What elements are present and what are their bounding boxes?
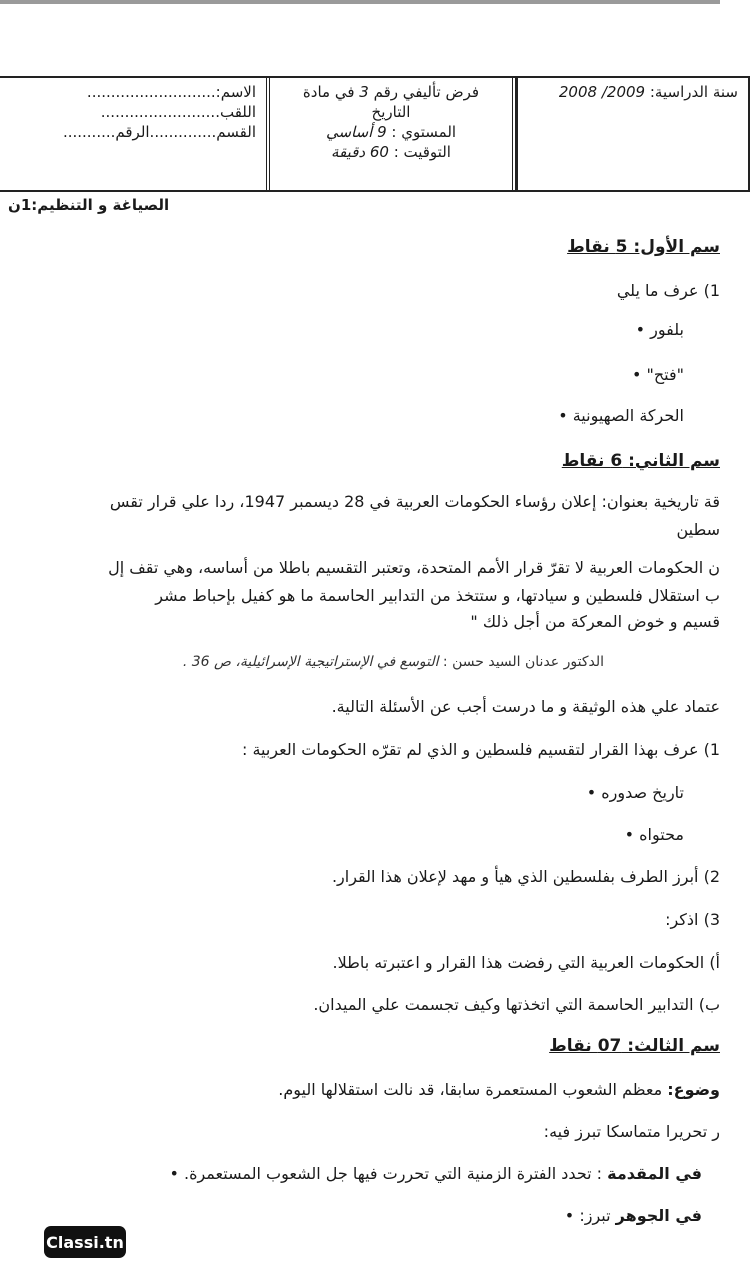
document-title-line1: قة تاريخية بعنوان: إعلان رؤساء الحكومات العربية في 28 ديسمبر 1947، ردا علي قرار تقس — [109, 492, 720, 511]
section2-q3-b: ب) التدابير الحاسمة التي اتخذتها وكيف تجسمت علي الميدان. — [313, 995, 720, 1014]
document-source — [183, 654, 604, 670]
test-suffix: في مادة — [302, 83, 355, 101]
section2-title: سم الثاني: 6 نقاط — [561, 451, 720, 471]
header-table — [0, 76, 750, 192]
intro-text: : تحدد الفترة الزمنية التي تحررت فيها جل الشعوب المستعمرة. — [184, 1164, 603, 1183]
quote-line1: ن الحكومات العربية لا تقرّ قرار الأمم المتحدة، وتعتبر التقسيم باطلا من أساسه، وهي تقف إل — [108, 558, 720, 577]
section3-instruction: ر تحريرا متماسكا تبرز فيه: — [543, 1122, 720, 1141]
time-label: التوقيت : — [393, 143, 451, 161]
document-title-line2: سطين — [676, 520, 720, 539]
source-title: التوسع في الإستراتيجية الإسرائيلية، — [235, 654, 439, 670]
subject: التاريخ — [371, 103, 411, 121]
formatting-label: الصياغة و التنظيم:1ن — [8, 196, 170, 214]
class-label: القسم..............الرقم........... — [62, 123, 256, 141]
section3-intro — [169, 1164, 702, 1183]
section1-item: بلفور • — [636, 320, 684, 339]
topic-text: معظم الشعوب المستعمرة سابقا، قد نالت استقلالها اليوم. — [278, 1080, 663, 1099]
time-value: 60 دقيقة — [331, 143, 389, 161]
student-info-cell — [0, 78, 266, 190]
intro-label: في المقدمة — [607, 1164, 702, 1183]
section3-body — [565, 1206, 702, 1225]
source-author: الدكتور عدنان السيد حسن : — [442, 654, 604, 670]
quote-line2: ب استقلال فلسطين و سيادتها، و ستتخذ من التدابير الحاسمة ما هو كفيل بإحباط مشر — [155, 586, 720, 605]
year-value: 2009/ 2008 — [558, 83, 646, 101]
test-info-cell — [266, 78, 516, 190]
top-border — [0, 0, 720, 4]
year-label: سنة الدراسية: — [649, 83, 738, 101]
section3-title: سم الثالث: 07 نقاط — [549, 1036, 720, 1056]
level-label: المستوي : — [391, 123, 457, 141]
section1-title: سم الأول: 5 نقاط — [567, 237, 720, 257]
topic-label: وضوع: — [667, 1080, 720, 1099]
year-cell — [516, 78, 748, 190]
test-number: 3 — [359, 83, 369, 101]
section2-instruction: عتماد علي هذه الوثيقة و ما درست أجب عن الأسئلة التالية. — [331, 697, 720, 716]
classi-watermark: Classi.tn — [44, 1226, 126, 1258]
section2-q3-a: أ) الحكومات العربية التي رفضت هذا القرار و اعتبرته باطلا. — [332, 953, 720, 972]
section2-q3: 3) اذكر: — [665, 910, 720, 929]
quote-line3: قسيم و خوض المعركة من أجل ذلك " — [470, 612, 720, 631]
section2-q1-item: تاريخ صدوره • — [587, 783, 684, 802]
section3-topic — [278, 1080, 720, 1099]
source-page: ص 36 . — [182, 654, 231, 670]
section2-q1-item: محتواه • — [625, 825, 684, 844]
name-label: الاسم:........................... — [86, 83, 256, 101]
section1-item: "فتح" • — [632, 365, 684, 384]
section2-q1: 1) عرف بهذا القرار لتقسيم فلسطين و الذي لم تقرّه الحكومات العربية : — [241, 740, 720, 759]
test-prefix: فرض تأليفي رقم — [373, 83, 480, 101]
level-value: 9 أساسي — [325, 123, 387, 141]
section1-q1: 1) عرف ما يلي — [616, 281, 720, 300]
body-text: تبرز: — [579, 1206, 611, 1225]
surname-label: اللقب......................... — [100, 103, 256, 121]
section1-item: الحركة الصهيونية • — [558, 406, 684, 425]
body-label: في الجوهر — [615, 1206, 702, 1225]
section2-q2: 2) أبرز الطرف بفلسطين الذي هيأ و مهد لإعلان هذا القرار. — [331, 867, 720, 886]
